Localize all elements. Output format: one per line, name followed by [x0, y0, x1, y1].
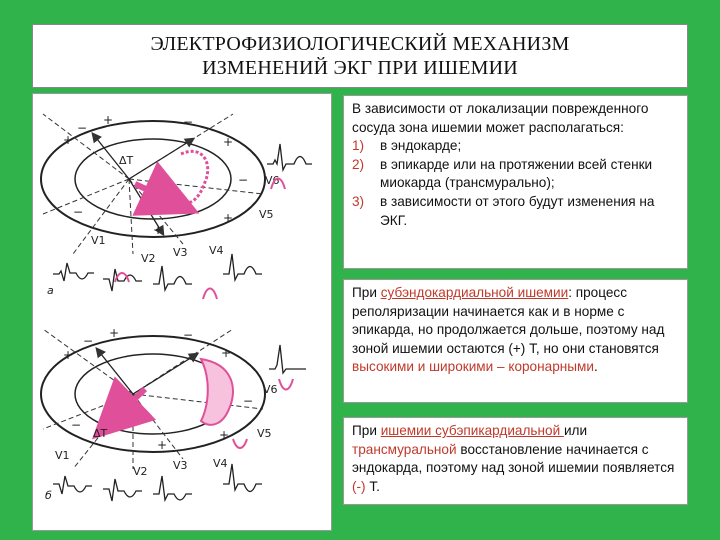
subendocardial-text-box: При субэндокардиальной ишемии: процесс реполяризации начинается как и в норме с эпикарда, но продолжается дольше, поэтому над зоной ишемии остаются (+) Т, но они становятся высокими и широкими – коронарными. — [343, 279, 688, 403]
subepicardial-text-box: При ишемии субэпикардиальной или трансмуральной восстановление начинается с эндокарда, поэтому над зоной ишемии появляется (-) Т. — [343, 417, 688, 505]
svg-text:−: − — [77, 121, 88, 135]
label-v1-a: V1 — [91, 234, 106, 247]
negative-t-sign: (-) — [352, 478, 366, 494]
label-v3-b: V3 — [173, 459, 188, 472]
label-v3-a: V3 — [173, 246, 188, 259]
title-line-2: ИЗМЕНЕНИЙ ЭКГ ПРИ ИШЕМИИ — [202, 57, 518, 79]
label-v2-b: V2 — [133, 465, 148, 478]
title-line-1: ЭЛЕКТРОФИЗИОЛОГИЧЕСКИЙ МЕХАНИЗМ — [150, 33, 570, 55]
svg-text:+: + — [223, 135, 234, 149]
svg-text:+: + — [63, 133, 74, 147]
label-v6-a: V6 — [265, 174, 280, 187]
svg-text:−: − — [71, 418, 82, 432]
svg-text:−: − — [73, 205, 84, 219]
label-v5-b: V5 — [257, 427, 272, 440]
label-v1-b: V1 — [55, 449, 70, 462]
label-v2-a: V2 — [141, 252, 156, 265]
slide-title — [32, 24, 688, 88]
diagram-a — [41, 113, 312, 299]
svg-text:+: + — [63, 348, 74, 362]
panel-label-b: б — [45, 489, 52, 502]
localization-list — [352, 137, 679, 230]
localization-intro: В зависимости от локализации поврежденного сосуда зона ишемии может располагаться: — [352, 101, 649, 135]
label-v4-b: V4 — [213, 457, 228, 470]
svg-text:+: + — [223, 211, 234, 225]
diagram-b — [41, 326, 306, 502]
heart-vector-diagram — [33, 94, 331, 530]
svg-text:+: + — [153, 223, 164, 237]
svg-text:−: − — [183, 115, 194, 129]
list-item: 3) в зависимости от этого будут изменения на ЭКГ. — [352, 193, 655, 228]
label-delta-t-b: ΔT — [93, 427, 108, 440]
svg-text:−: − — [183, 328, 194, 342]
subendocardial-term: субэндокардиальной ишемии — [380, 285, 569, 300]
label-v5-a: V5 — [259, 208, 274, 221]
list-item: 1) в эндокарде; — [352, 138, 462, 154]
svg-text:−: − — [83, 334, 94, 348]
label-v6-b: V6 — [263, 383, 278, 396]
localization-text-box — [343, 95, 688, 269]
label-v4-a: V4 — [209, 244, 224, 257]
label-delta-t-a: ΔT — [119, 154, 134, 167]
svg-text:+: + — [221, 346, 232, 360]
svg-text:+: + — [157, 438, 168, 452]
svg-text:−: − — [243, 394, 254, 408]
panel-label-a: а — [47, 284, 54, 297]
subepicardial-term: ишемии субэпикардиальной — [380, 423, 564, 438]
svg-text:+: + — [103, 113, 114, 127]
ecg-ischemia-diagram — [32, 93, 332, 531]
transmural-term: трансмуральной — [352, 441, 457, 457]
svg-text:−: − — [238, 173, 249, 187]
list-item: 2) в эпикарде или на протяжении всей стенки миокарда (трансмурально); — [352, 156, 653, 191]
svg-text:+: + — [219, 428, 230, 442]
svg-text:+: + — [109, 326, 120, 340]
coronary-t-emphasis: высокими и широкими – коронарными — [352, 359, 594, 375]
